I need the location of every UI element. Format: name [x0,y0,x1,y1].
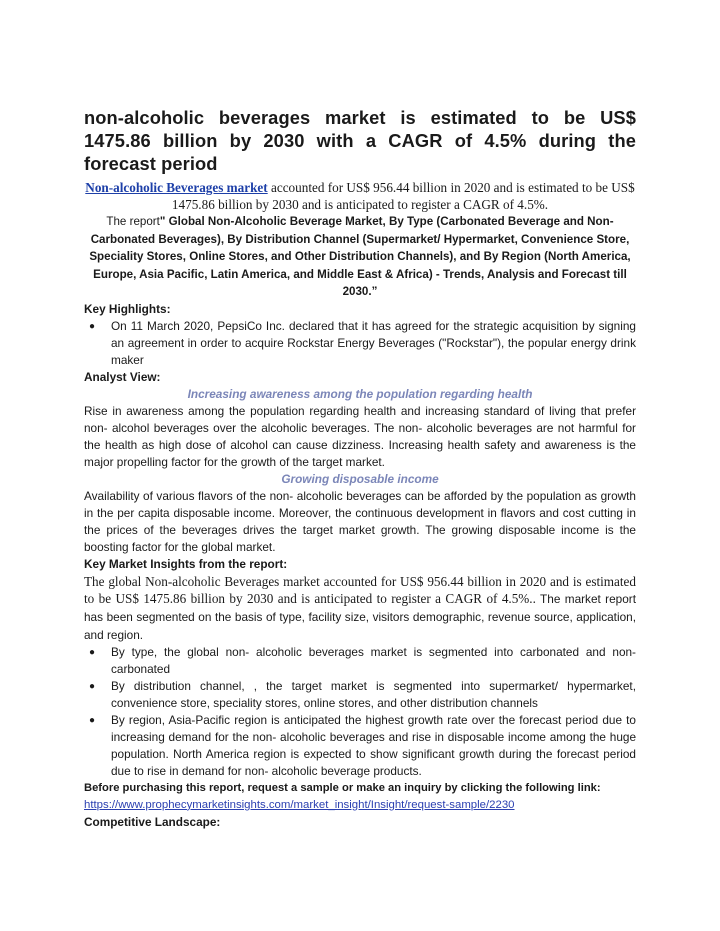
analyst-view-heading: Analyst View: [84,369,161,384]
competitive-landscape-heading: Competitive Landscape: [84,814,221,829]
list-item: ● By distribution channel, , the target market is segmented into supermarket/ hypermarket, convenience store, speciality stores, online stores, and other distribution channels [89,678,636,710]
subheading-income: Growing disposable income [281,471,439,486]
key-highlights-list [84,318,636,369]
intro-text: accounted for US$ 956.44 billion in 2020 and is estimated to be US$ 1475.86 billion by 2030 and is anticipated to register a CAGR of 4.5%. [171,180,635,212]
market-insights-paragraph [84,573,636,644]
report-prefix: The report [106,215,160,228]
paragraph-awareness: Rise in awareness among the population regarding health and increasing standard of living that prefer non- alcohol beverages over the alcoholic beverages. The non- alcoholic beverages are not harmful for the health as high dose of alcohol can cause dizziness. Increasing health safety and awareness is the major propelling factor for the growth of the target market. [84,403,636,469]
intro-paragraph [84,179,636,213]
market-link[interactable]: Non-alcoholic Beverages market [85,180,268,195]
market-insights-list [84,644,636,780]
market-insights-heading: Key Market Insights from the report: [84,556,288,571]
request-sample-link[interactable]: https://www.prophecymarketinsights.com/market_insight/Insight/request-sample/2230 [84,798,515,811]
cta-text: Before purchasing this report, request a sample or make an inquiry by clicking the following link: [84,781,601,794]
bullet-icon: ● [89,680,96,692]
list-item: ● By type, the global non- alcoholic beverages market is segmented into carbonated and non- carbonated [89,644,636,676]
bullet-icon: ● [89,646,96,658]
report-title-paragraph [84,213,636,301]
subheading-awareness: Increasing awareness among the population regarding health [187,386,533,401]
bullet-icon: ● [89,320,96,332]
document-page [84,106,636,831]
key-highlights-heading: Key Highlights: [84,301,171,316]
list-item: ● On 11 March 2020, PepsiCo Inc. declared that it has agreed for the strategic acquisition by signing an agreement in order to acquire Rockstar Energy Beverages ("Rockstar"), the popular energy drink maker [89,318,636,367]
page-title: non-alcoholic beverages market is estimated to be US$ 1475.86 billion by 2030 with a CAGR of 4.5% during the forecast period [84,107,636,174]
report-title: " Global Non-Alcoholic Beverage Market, By Type (Carbonated Beverage and Non-Carbonated Beverages), By Distribution Channel (Supermarket/ Hypermarket, Convenience Store, Speciality Stores, Online Stores, and Other Distribution Channels), and By Region (North America, Europe, Asia Pacific, Latin America, and Middle East & Africa) - Trends, Analysis and Forecast till 2030.” [89,215,631,298]
paragraph-income: Availability of various flavors of the non- alcoholic beverages can be afforded by the population as growth in the per capita disposable income. Moreover, the continuous development in flavors and cost cutting in the prices of the beverages drives the target market growth. The growing disposable income is the boosting factor for the global market. [84,488,636,554]
market-insights-sans: The market report has been segmented on the basis of type, facility size, visitors demographic, revenue source, application, and region. [84,591,636,642]
market-insights-serif: The global Non-alcoholic Beverages market accounted for US$ 956.44 billion in 2020 and is estimated to be US$ 1475.86 billion by 2030 and is anticipated to register a CAGR of 4.5%.. [84,573,636,606]
list-item: ● By region, Asia-Pacific region is anticipated the highest growth rate over the forecast period due to increasing demand for the non- alcoholic beverages and rise in disposable income among the huge population. North America region is expected to show significant growth during the forecast period due to rise in demand for non- alcoholic beverage products. [89,712,636,778]
bullet-icon: ● [89,714,96,726]
